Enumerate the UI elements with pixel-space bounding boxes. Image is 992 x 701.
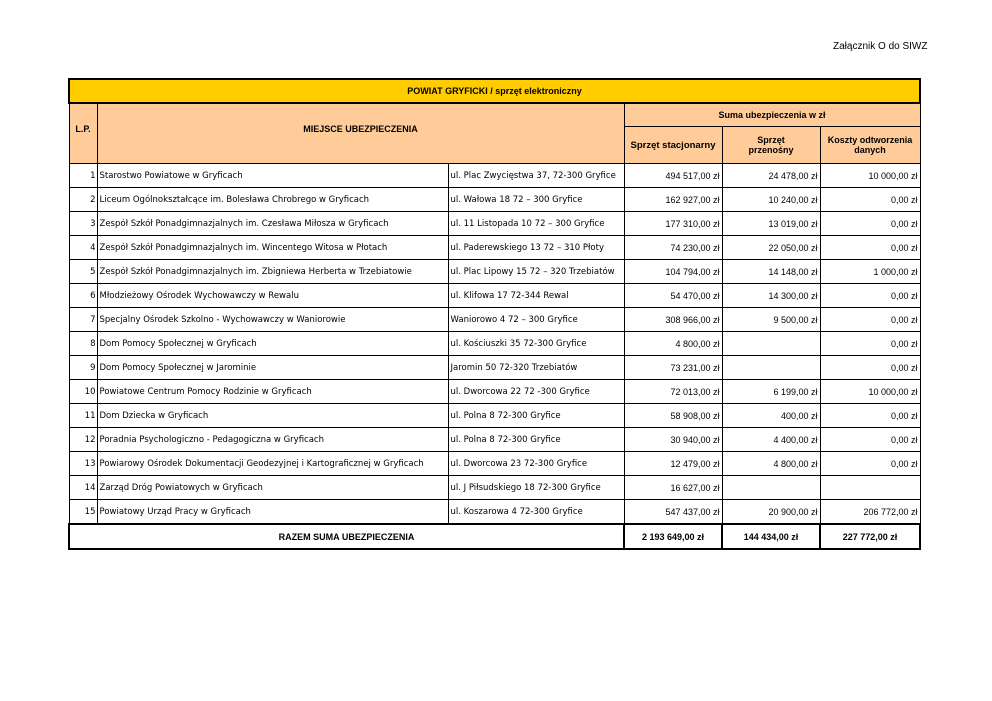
cell-addr: ul. Dworcowa 23 72-300 Gryfice [448, 452, 624, 476]
table-title: POWIAT GRYFICKI / sprzęt elektroniczny [69, 79, 920, 103]
table-row [69, 308, 920, 332]
cell-restore: 0,00 zł [820, 188, 920, 212]
cell-name: Powiatowe Centrum Pomocy Rodzinie w Gryficach [97, 380, 448, 404]
cell-addr: ul. Polna 8 72-300 Gryfice [448, 404, 624, 428]
table-row [69, 236, 920, 260]
cell-portable: 24 478,00 zł [722, 164, 820, 188]
cell-restore: 10 000,00 zł [820, 380, 920, 404]
header-lp: L.P. [69, 103, 97, 164]
cell-lp: 15 [69, 500, 97, 525]
cell-portable: 22 050,00 zł [722, 236, 820, 260]
cell-addr: ul. Koszarowa 4 72-300 Gryfice [448, 500, 624, 525]
cell-stationary: 73 231,00 zł [624, 356, 722, 380]
cell-stationary: 30 940,00 zł [624, 428, 722, 452]
table-row [69, 452, 920, 476]
cell-addr: ul. Dworcowa 22 72 -300 Gryfice [448, 380, 624, 404]
cell-stationary: 177 310,00 zł [624, 212, 722, 236]
cell-stationary: 547 437,00 zł [624, 500, 722, 525]
table-row [69, 380, 920, 404]
cell-name: Zespół Szkół Ponadgimnazjalnych im. Zbigniewa Herberta w Trzebiatowie [97, 260, 448, 284]
attachment-label: Załącznik O do SIWZ [833, 41, 928, 52]
header-portable: Sprzęt przenośny [722, 127, 820, 164]
cell-portable: 10 240,00 zł [722, 188, 820, 212]
cell-lp: 2 [69, 188, 97, 212]
cell-restore: 1 000,00 zł [820, 260, 920, 284]
cell-lp: 12 [69, 428, 97, 452]
table-body [69, 164, 920, 525]
total-restore: 227 772,00 zł [820, 524, 920, 549]
table-row [69, 404, 920, 428]
header-sum: Suma ubezpieczenia w zł [624, 103, 920, 127]
total-portable: 144 434,00 zł [722, 524, 820, 549]
cell-lp: 10 [69, 380, 97, 404]
cell-addr: ul. Plac Lipowy 15 72 – 320 Trzebiatów [448, 260, 624, 284]
cell-stationary: 16 627,00 zł [624, 476, 722, 500]
cell-stationary: 162 927,00 zł [624, 188, 722, 212]
cell-name: Specjalny Ośrodek Szkolno - Wychowawczy w Waniorowie [97, 308, 448, 332]
cell-lp: 3 [69, 212, 97, 236]
cell-restore: 0,00 zł [820, 428, 920, 452]
cell-restore [820, 476, 920, 500]
cell-portable: 6 199,00 zł [722, 380, 820, 404]
cell-portable: 4 400,00 zł [722, 428, 820, 452]
cell-restore: 0,00 zł [820, 332, 920, 356]
table-row [69, 356, 920, 380]
cell-addr: ul. Wałowa 18 72 – 300 Gryfice [448, 188, 624, 212]
cell-restore: 0,00 zł [820, 404, 920, 428]
cell-name: Zespół Szkół Ponadgimnazjalnych im. Wincentego Witosa w Płotach [97, 236, 448, 260]
cell-portable [722, 476, 820, 500]
table-row [69, 260, 920, 284]
cell-restore: 206 772,00 zł [820, 500, 920, 525]
cell-portable: 4 800,00 zł [722, 452, 820, 476]
cell-name: Młodzieżowy Ośrodek Wychowawczy w Rewalu [97, 284, 448, 308]
cell-addr: ul. Plac Zwycięstwa 37, 72-300 Gryfice [448, 164, 624, 188]
cell-addr: ul. Kościuszki 35 72-300 Gryfice [448, 332, 624, 356]
cell-addr: Waniorowo 4 72 – 300 Gryfice [448, 308, 624, 332]
cell-restore: 0,00 zł [820, 356, 920, 380]
table-row [69, 332, 920, 356]
cell-lp: 13 [69, 452, 97, 476]
cell-portable [722, 332, 820, 356]
cell-stationary: 74 230,00 zł [624, 236, 722, 260]
cell-stationary: 494 517,00 zł [624, 164, 722, 188]
cell-restore: 0,00 zł [820, 284, 920, 308]
cell-restore: 10 000,00 zł [820, 164, 920, 188]
cell-stationary: 4 800,00 zł [624, 332, 722, 356]
cell-stationary: 104 794,00 zł [624, 260, 722, 284]
cell-portable: 14 148,00 zł [722, 260, 820, 284]
cell-lp: 1 [69, 164, 97, 188]
header-restore: Koszty odtworzenia danych [820, 127, 920, 164]
cell-restore: 0,00 zł [820, 236, 920, 260]
cell-name: Powiarowy Ośrodek Dokumentacji Geodezyjnej i Kartograficznej w Gryficach [97, 452, 448, 476]
cell-portable: 9 500,00 zł [722, 308, 820, 332]
cell-name: Liceum Ogólnokształcące im. Bolesława Chrobrego w Gryficach [97, 188, 448, 212]
cell-restore: 0,00 zł [820, 452, 920, 476]
table-row [69, 428, 920, 452]
cell-addr: ul. Klifowa 17 72-344 Rewal [448, 284, 624, 308]
cell-addr: ul. 11 Listopada 10 72 – 300 Gryfice [448, 212, 624, 236]
cell-name: Dom Pomocy Społecznej w Gryficach [97, 332, 448, 356]
cell-name: Powiatowy Urząd Pracy w Gryficach [97, 500, 448, 525]
cell-lp: 7 [69, 308, 97, 332]
cell-addr: Jaromin 50 72-320 Trzebiatów [448, 356, 624, 380]
cell-lp: 8 [69, 332, 97, 356]
cell-name: Starostwo Powiatowe w Gryficach [97, 164, 448, 188]
table-row [69, 476, 920, 500]
table-row [69, 164, 920, 188]
header-stationary: Sprzęt stacjonarny [624, 127, 722, 164]
cell-lp: 4 [69, 236, 97, 260]
cell-name: Dom Dziecka w Gryficach [97, 404, 448, 428]
cell-restore: 0,00 zł [820, 212, 920, 236]
cell-lp: 11 [69, 404, 97, 428]
cell-addr: ul. Polna 8 72-300 Gryfice [448, 428, 624, 452]
cell-portable: 20 900,00 zł [722, 500, 820, 525]
cell-stationary: 54 470,00 zł [624, 284, 722, 308]
cell-stationary: 58 908,00 zł [624, 404, 722, 428]
cell-stationary: 72 013,00 zł [624, 380, 722, 404]
insurance-table [68, 78, 921, 550]
cell-portable: 400,00 zł [722, 404, 820, 428]
cell-stationary: 12 479,00 zł [624, 452, 722, 476]
cell-name: Poradnia Psychologiczno - Pedagogiczna w Gryficach [97, 428, 448, 452]
cell-lp: 9 [69, 356, 97, 380]
total-stationary: 2 193 649,00 zł [624, 524, 722, 549]
table-row [69, 284, 920, 308]
cell-addr: ul. J Piłsudskiego 18 72-300 Gryfice [448, 476, 624, 500]
total-label: RAZEM SUMA UBEZPIECZENIA [69, 524, 624, 549]
cell-name: Dom Pomocy Społecznej w Jarominie [97, 356, 448, 380]
cell-stationary: 308 966,00 zł [624, 308, 722, 332]
header-place: MIEJSCE UBEZPIECZENIA [97, 103, 624, 164]
table-row [69, 212, 920, 236]
cell-portable: 14 300,00 zł [722, 284, 820, 308]
table-row [69, 500, 920, 525]
cell-lp: 5 [69, 260, 97, 284]
cell-portable: 13 019,00 zł [722, 212, 820, 236]
cell-lp: 6 [69, 284, 97, 308]
cell-portable [722, 356, 820, 380]
cell-name: Zarząd Dróg Powiatowych w Gryficach [97, 476, 448, 500]
cell-lp: 14 [69, 476, 97, 500]
cell-restore: 0,00 zł [820, 308, 920, 332]
table-row [69, 188, 920, 212]
cell-name: Zespół Szkół Ponadgimnazjalnych im. Czesława Miłosza w Gryficach [97, 212, 448, 236]
cell-addr: ul. Paderewskiego 13 72 – 310 Płoty [448, 236, 624, 260]
